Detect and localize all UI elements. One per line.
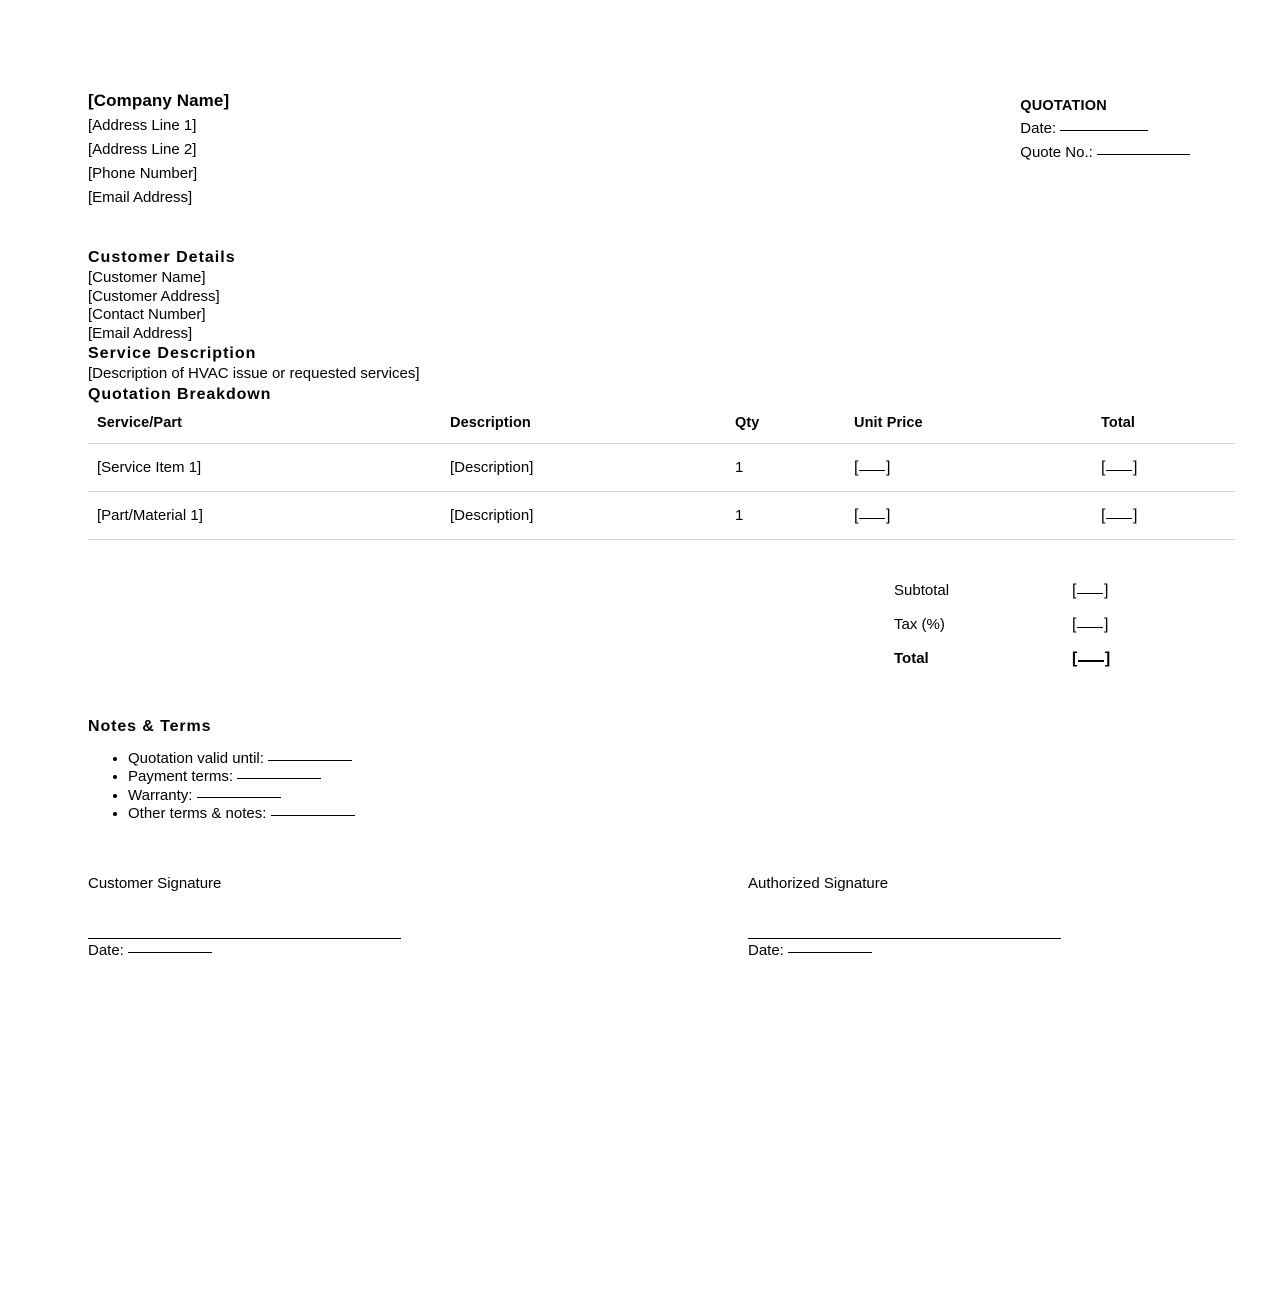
tax-placeholder[interactable]: [ ] — [1072, 616, 1108, 633]
totals-row-tax — [894, 608, 1190, 642]
customer-signature-date-label: Date: — [88, 941, 124, 959]
row-total-placeholder[interactable]: [ ] — [1101, 506, 1137, 524]
note-label-other-terms: Other terms & notes: — [128, 805, 267, 822]
customer-signature-date-field — [88, 939, 748, 962]
totals-row-subtotal — [894, 574, 1190, 608]
customer-details-section — [88, 247, 1190, 406]
list-item — [128, 787, 1190, 806]
customer-address: [Customer Address] — [88, 287, 220, 305]
grand-total-label: Total — [894, 650, 929, 667]
subtotal-placeholder[interactable]: [ ] — [1072, 582, 1108, 599]
cell-qty[interactable]: 1 — [726, 491, 845, 539]
table-header — [88, 415, 1235, 444]
column-header-unit-price: Unit Price — [845, 415, 1092, 444]
list-item — [128, 805, 1190, 824]
authorized-signature-label: Authorized Signature — [748, 874, 889, 892]
document-header — [88, 88, 1190, 210]
company-phone: [Phone Number] — [88, 165, 198, 182]
grand-total-value[interactable] — [1072, 650, 1182, 667]
note-label-warranty: Warranty: — [128, 786, 193, 804]
authorized-signature-line[interactable] — [748, 894, 1061, 939]
cell-total[interactable] — [1092, 491, 1235, 539]
row-total-placeholder[interactable]: [ ] — [1101, 458, 1137, 476]
table-row — [88, 443, 1235, 491]
cell-total[interactable] — [1092, 443, 1235, 491]
cell-unit-price[interactable] — [845, 491, 1092, 539]
totals-section — [894, 574, 1190, 676]
note-input-warranty[interactable] — [197, 797, 281, 798]
column-header-qty: Qty — [726, 415, 845, 444]
tax-label: Tax (%) — [894, 616, 945, 633]
service-description-text: [Description of HVAC issue or requested services] — [88, 365, 420, 382]
table-row — [88, 491, 1235, 539]
authorized-signature-date-input[interactable] — [788, 952, 872, 953]
column-header-total: Total — [1092, 415, 1235, 444]
table-body — [88, 443, 1235, 539]
customer-email: [Email Address] — [88, 324, 193, 342]
customer-signature-line[interactable] — [88, 894, 401, 939]
subtotal-label: Subtotal — [894, 582, 950, 599]
cell-description[interactable]: [Description] — [441, 443, 726, 491]
quote-number-input[interactable] — [1097, 154, 1190, 155]
cell-description[interactable]: [Description] — [441, 491, 726, 539]
quotation-title: QUOTATION — [1020, 98, 1107, 114]
unit-price-placeholder[interactable]: [ ] — [854, 506, 890, 524]
company-info-block — [88, 88, 229, 210]
quote-number-field — [1020, 141, 1190, 165]
note-input-other-terms[interactable] — [271, 815, 355, 816]
cell-unit-price[interactable] — [845, 443, 1092, 491]
customer-signature-label: Customer Signature — [88, 874, 222, 892]
cell-service-part[interactable]: [Part/Material 1] — [88, 491, 441, 539]
notes-terms-heading: Notes & Terms — [88, 717, 212, 735]
notes-terms-list — [88, 750, 1190, 824]
quote-meta-block — [1020, 88, 1190, 165]
table-header-row — [88, 415, 1235, 444]
note-label-valid-until: Quotation valid until: — [128, 749, 264, 767]
notes-terms-section — [88, 716, 1190, 824]
customer-name: [Customer Name] — [88, 269, 206, 286]
quote-date-label: Date: — [1020, 120, 1057, 137]
customer-signature-date-input[interactable] — [128, 952, 212, 953]
authorized-signature-date-label: Date: — [748, 941, 784, 959]
company-address-line-1: [Address Line 1] — [88, 117, 197, 134]
company-email: [Email Address] — [88, 189, 193, 206]
customer-contact-number: [Contact Number] — [88, 306, 206, 323]
list-item — [128, 768, 1190, 787]
quotation-breakdown-heading: Quotation Breakdown — [88, 385, 272, 403]
quote-date-field — [1020, 117, 1190, 141]
tax-value[interactable] — [1072, 616, 1182, 633]
totals-row-total — [894, 642, 1190, 676]
customer-details-heading: Customer Details — [88, 249, 236, 266]
company-address-line-2: [Address Line 2] — [88, 141, 197, 158]
quote-number-label: Quote No.: — [1020, 144, 1093, 161]
column-header-service-part: Service/Part — [88, 415, 441, 444]
cell-qty[interactable]: 1 — [726, 443, 845, 491]
note-label-payment-terms: Payment terms: — [128, 768, 234, 785]
authorized-signature-date-field — [748, 939, 1061, 962]
grand-total-placeholder[interactable]: [ ] — [1072, 650, 1110, 667]
service-description-heading: Service Description — [88, 345, 257, 362]
list-item — [128, 750, 1190, 769]
cell-service-part[interactable]: [Service Item 1] — [88, 443, 441, 491]
note-input-valid-until[interactable] — [268, 760, 352, 761]
subtotal-value[interactable] — [1072, 582, 1182, 599]
column-header-description: Description — [441, 415, 726, 444]
authorized-signature-block — [748, 874, 1061, 962]
quotation-breakdown-table — [88, 415, 1235, 540]
customer-signature-block — [88, 874, 748, 962]
note-input-payment-terms[interactable] — [237, 778, 321, 779]
quote-date-input[interactable] — [1060, 130, 1148, 131]
company-name: [Company Name] — [88, 91, 230, 110]
signatures-section — [88, 874, 1190, 962]
unit-price-placeholder[interactable]: [ ] — [854, 458, 890, 476]
